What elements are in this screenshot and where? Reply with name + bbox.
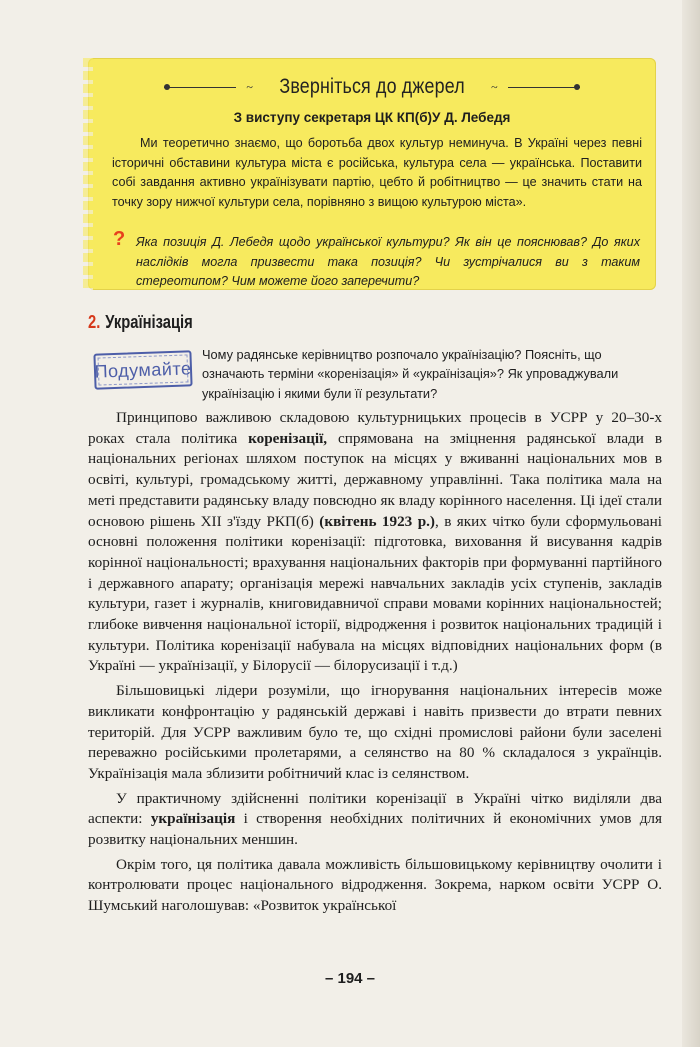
paragraph: [88, 408, 662, 677]
page-edge: [682, 0, 700, 1047]
term-ukrainizatsiia: українізація: [150, 810, 236, 828]
think-questions: Чому радянське керівництво розпочало українізацію? Поясніть, що означають терміни «коренізація» й «українізація»? Як упроваджували українізацію і якими були її результати?: [202, 347, 619, 401]
text-run: спрямована на зміцнення радянської влади в національних регіонах шляхом поступок на місцях у вживанні національних мов в освіті, культурі, громадському житті, державному управлінні. Така політика мала на меті представити радянську владу повсюдно як владу корінного населення. Ці ідеї стали основою рішень XII з'їзду РКП(б): [88, 429, 662, 530]
page-number: – 194 –: [324, 970, 376, 987]
text-run: і створення необхідних політичних й економічних умов для розвитку національних меншин.: [88, 810, 662, 849]
think-label: Подумайте: [94, 357, 192, 382]
source-header: [88, 72, 656, 102]
ornament-icon: ~: [246, 79, 253, 94]
ornament-line-left: [164, 87, 236, 88]
section-heading: [88, 312, 193, 333]
text-run: Принципово важливою складовою культурницьких процесів в УСРР у 20–30-х роках стала політика: [88, 409, 662, 447]
date-highlight: (квітень 1923 р.): [319, 512, 435, 530]
text-run: , в яких чітко були сформульовані основні положення політики коренізації: підготовка, виховання й висування кадрів корінної національності; врахування національних факторів при формуванні партійного і державного апарату; організація мережі навчальних закладів усіх ступенів, закладів культури, газет і журналів, книговидавничої справи мовами корінних національностей; глибоке вивчення національної історії, відродження і розвиток національних традицій і культури. Політика коренізації набувала на місцях відповідних національних форм (в Україні — українізації, у Білорусії — білорусизації і т.д.): [88, 512, 663, 675]
ornament-icon: ~: [491, 79, 498, 94]
think-stamp: [93, 350, 192, 389]
paragraph: Більшовицькі лідери розуміли, що ігнорування національних інтересів може викликати конфронтацію у радянській державі і навіть призвести до втрати певних територій. Для УСРР важливим було те, що східні промислові райони були заселені переважно російськими пролетарями, а селянство на 80 % складалося з українців. Українізація мала зблизити робітничий клас із селянством.: [88, 682, 662, 782]
text-run: У практичному здійсненні політики коренізації в Україні чітко виділяли два аспекти:: [88, 789, 662, 828]
term-korenizatsiia: коренізації,: [248, 429, 328, 447]
section-title: Українізація: [105, 312, 193, 332]
speech-title: З виступу секретаря ЦК КП(б)У Д. Лебедя: [233, 110, 511, 125]
source-title: Зверніться до джерел: [279, 75, 465, 98]
body-text: [88, 408, 662, 917]
source-box: [88, 58, 656, 290]
paragraph: [88, 789, 662, 851]
source-questions: Яка позиція Д. Лебедя щодо української культури? Як він це пояснював? До яких наслідків могла призвести така позиція? Чи зустрічалися ви з таким стереотипом? Чим можете його заперечити?: [136, 235, 640, 289]
speech-text: Ми теоретично знаємо, що боротьба двох культур неминуча. В Україні через певні історичні обставини культура міста є російська, культура села — українська. Поставити собі завдання активно українізувати партію, цебто й робітництво — це значить стати на точку зору нижчої культури села, порівняно з вищою культурою міста».: [112, 136, 642, 209]
paragraph: Окрім того, ця політика давала можливість більшовицькому керівництву очолити і контролювати процес національного відродження. Зокрема, нарком освіти УСРР О. Шумський наголошував: «Розвиток української: [88, 855, 662, 915]
ornament-line-right: [508, 87, 580, 88]
question-mark-icon: ?: [113, 228, 126, 250]
section-number: 2.: [88, 312, 101, 332]
